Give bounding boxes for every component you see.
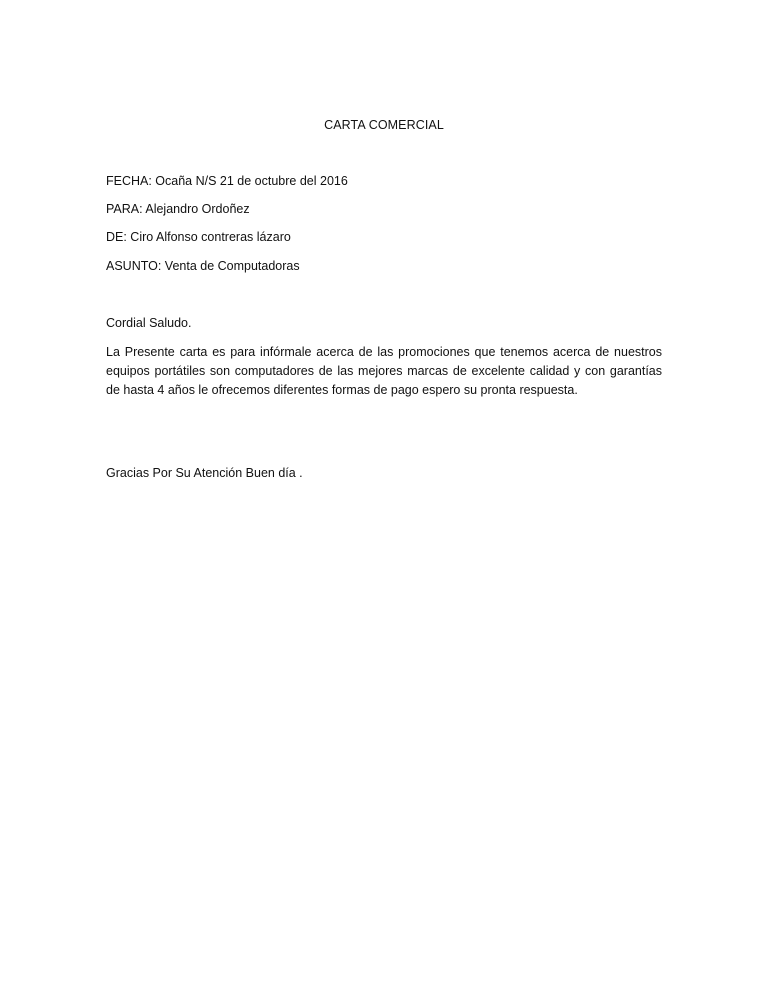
recipient-line: PARA: Alejandro Ordoñez: [106, 202, 250, 216]
greeting: Cordial Saludo.: [106, 316, 192, 330]
sender-line: DE: Ciro Alfonso contreras lázaro: [106, 230, 291, 244]
date-line: FECHA: Ocaña N/S 21 de octubre del 2016: [106, 174, 348, 188]
letter-body: La Presente carta es para infórmale acerca de las promociones que tenemos acerca de nuestros equipos portátiles son computadores de las mejores marcas de excelente calidad y con garantías de hasta 4 años le ofrecemos diferentes formas de pago espero su pronta respuesta.: [106, 345, 662, 397]
subject-line: ASUNTO: Venta de Computadoras: [106, 259, 300, 273]
closing: Gracias Por Su Atención Buen día .: [106, 466, 303, 480]
document-title: CARTA COMERCIAL: [324, 118, 444, 132]
